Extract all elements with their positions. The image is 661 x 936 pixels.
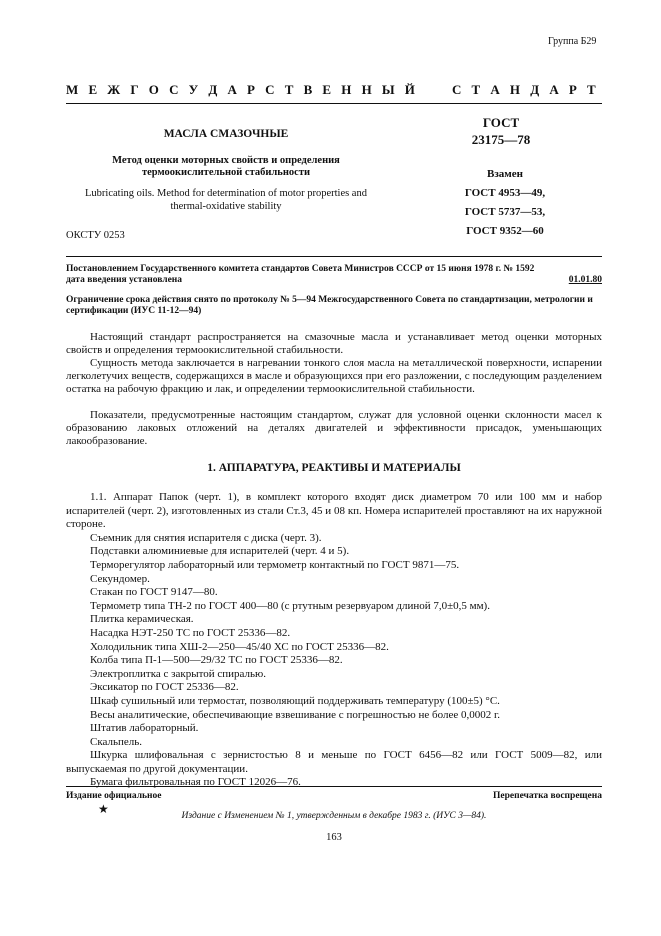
list-item: Плитка керамическая. xyxy=(90,613,194,626)
banner-letter: Ж xyxy=(107,82,121,97)
gost-number: 23175—78 xyxy=(471,132,531,147)
apparatus-list xyxy=(66,491,602,790)
replaced-standard: ГОСТ 4953—49, xyxy=(464,187,546,199)
group-code: Группа Б29 xyxy=(548,36,597,47)
title-divider xyxy=(66,256,602,257)
banner-letter: М xyxy=(66,82,79,97)
header-divider xyxy=(66,103,602,104)
gost-designation xyxy=(436,114,566,148)
document-subtitle: Метод оценки моторных свойств и определения термоокислительной стабильности xyxy=(112,155,340,178)
list-item: Скальпель. xyxy=(90,735,143,748)
list-item: Штатив лабораторный. xyxy=(90,722,199,735)
effective-date: 01.01.80 xyxy=(568,275,602,285)
banner-letter: Н xyxy=(361,82,372,97)
list-item: Секундомер. xyxy=(90,572,150,585)
list-item: Шкурка шлифовальная с зернистостью 8 и меньше по ГОСТ 6456—82 или ГОСТ 5009—82, или выпускаемая по другой документации. xyxy=(66,749,602,775)
footer-divider xyxy=(66,786,602,787)
banner-letter: А xyxy=(227,82,237,97)
page-number: 163 xyxy=(326,832,342,843)
reprint-prohibited-label: Перепечатка воспрещена xyxy=(492,791,602,801)
replaced-standard: ГОСТ 9352—60 xyxy=(466,225,544,237)
banner-letter: Р xyxy=(247,82,255,97)
banner-letter: Н xyxy=(509,82,521,97)
intro-paragraph: Настоящий стандарт распространяется на смазочные масла и устанавливает метод оценки моторных свойств и определения термоокислительной стабильности. xyxy=(66,331,602,356)
intro-paragraph: Сущность метода заключается в нагревании тонкого слоя масла на металлической поверхности, испарении легколетучих веществ, содержащихся в масле и образующихся при его разложении, с последующим разделением остатка на рабочую фракцию и лак, и определении термоокислительной стабильности. xyxy=(66,357,602,395)
replaces-block xyxy=(440,165,570,241)
clause-1-1: 1.1. Аппарат Папок (черт. 1), в комплект которого входят диск диаметром 70 или 100 мм и набор испарителей (черт. 2), изготовленных из стали Ст.3, 45 и 08 кп. Номера испарителей проставляют на их наружной стороне. xyxy=(66,491,602,531)
list-item: Шкаф сушильный или термостат, позволяющий поддерживать температуру (100±5) °С. xyxy=(90,694,500,707)
list-item: Съемник для снятия испарителя с диска (черт. 3). xyxy=(90,531,322,544)
replaced-standard: ГОСТ 5737—53, xyxy=(464,206,546,218)
okstu-code: ОКСТУ 0253 xyxy=(66,230,125,241)
list-item: Бумага фильтровальная по ГОСТ 12026—76. xyxy=(90,776,301,789)
banner-letter: В xyxy=(303,82,313,97)
banner-letter: Н xyxy=(341,82,352,97)
edition-note: Издание с Изменением № 1, утвержденным в декабре 1983 г. (ИУС 3—84). xyxy=(181,811,487,821)
banner-letter xyxy=(425,82,428,98)
list-item: Эксикатор по ГОСТ 25336—82. xyxy=(90,681,239,694)
official-edition-label: Издание официальное xyxy=(66,791,162,801)
banner-letter: Д xyxy=(208,82,218,97)
banner-letter: Г xyxy=(130,82,139,97)
gost-label: ГОСТ xyxy=(482,115,520,130)
list-item: Подставки алюминиевые для испарителей (черт. 4 и 5). xyxy=(90,545,350,558)
banner-letter: Й xyxy=(404,82,415,97)
banner-letter: Ы xyxy=(381,82,395,97)
banner-letter: Е xyxy=(88,82,98,97)
banner-letter: Р xyxy=(568,82,577,97)
replaces-label: Взамен xyxy=(487,168,523,180)
banner-letter: У xyxy=(188,82,199,97)
list-item: Терморегулятор лабораторный или термометр контактный по ГОСТ 9871—75. xyxy=(90,558,460,571)
list-item: Весы аналитические, обеспечивающие взвешивание с погрешностью не более 0,0002 г. xyxy=(90,708,501,721)
english-title: Lubricating oils. Method for determination of motor properties and thermal-oxidative stability xyxy=(85,188,367,212)
banner-letter: Е xyxy=(322,82,332,97)
banner-letter: С xyxy=(169,82,179,97)
list-item: Стакан по ГОСТ 9147—80. xyxy=(90,586,218,599)
banner-letter: Д xyxy=(530,82,540,97)
list-item: Электроплитка с закрытой спиралью. xyxy=(90,667,267,680)
banner-letter: А xyxy=(490,82,500,97)
list-item: Колба типа П-1—500—29/32 ТС по ГОСТ 25336—82. xyxy=(90,654,343,667)
banner-letter xyxy=(439,82,442,98)
banner-letter: О xyxy=(148,82,159,97)
decree-block xyxy=(66,264,602,286)
star-icon: ★ xyxy=(98,802,109,816)
interstate-standard-banner xyxy=(66,82,596,98)
banner-letter: Т xyxy=(471,82,481,97)
banner-letter: Т xyxy=(284,82,294,97)
banner-letter: С xyxy=(265,82,275,97)
section-heading: 1. АППАРАТУРА, РЕАКТИВЫ И МАТЕРИАЛЫ xyxy=(207,462,461,474)
banner-letter: Т xyxy=(587,82,596,97)
list-item: Термометр типа ТН-2 по ГОСТ 400—80 (с ртутным резервуаром длиной 7,0±0,5 мм). xyxy=(90,599,490,612)
restriction-note: Ограничение срока действия снято по протоколу № 5—94 Межгосударственного Совета по стандартизации, метрологии и сертификации (ИУС 11-12—94) xyxy=(66,295,593,316)
document-title: МАСЛА СМАЗОЧНЫЕ xyxy=(163,128,289,140)
list-item: Холодильник типа ХШ-2—250—45/40 ХС по ГОСТ 25336—82. xyxy=(90,640,389,653)
decree-line: Постановлением Государственного комитета стандартов Совета Министров СССР от 15 июня 1978 г. № 1592 xyxy=(66,264,535,274)
banner-letter: А xyxy=(549,82,559,97)
intro-paragraph: Показатели, предусмотренные настоящим стандартом, служат для условной оценки склонности масел к образованию лаковых отложений на деталях двигателей и эффективности присадок, уменьшающих лакообразование. xyxy=(66,409,602,447)
banner-letter: С xyxy=(451,82,462,97)
effective-date-label: дата введения установлена xyxy=(66,275,183,285)
list-item: Насадка НЭТ-250 ТС по ГОСТ 25336—82. xyxy=(90,626,291,639)
